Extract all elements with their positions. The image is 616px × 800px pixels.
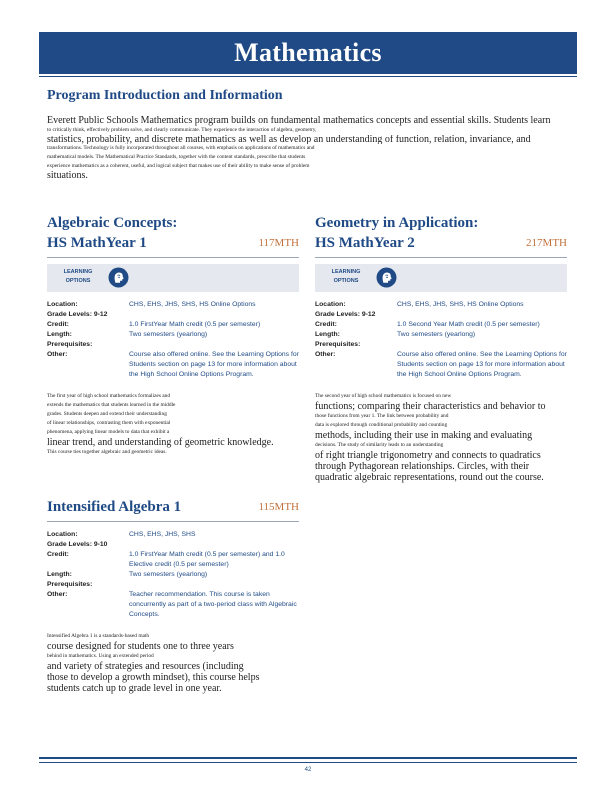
detail-value: Teacher recommendation. This course is taken concurrently as part of a two-period class with Algebraic Concepts. (129, 591, 297, 618)
course-int (47, 497, 299, 694)
text-line: decisions. The study of similarity leads to an understanding (315, 442, 444, 448)
detail-value: Two semesters (yearlong) (397, 331, 476, 338)
text-line: of linear relationships, contrasting them with exponential (47, 420, 171, 426)
text-line: through Pythagorean relationships. Circles, with their (315, 461, 530, 472)
course-code: 115MTH (258, 501, 299, 513)
course-category: Geometry in Application: (315, 215, 479, 231)
page-title: Mathematics (234, 38, 382, 67)
text-line: situations. (47, 171, 88, 181)
footer-rule (39, 757, 577, 759)
title-underline (39, 76, 577, 77)
page-title-banner (39, 32, 577, 74)
learning-options-bar (315, 264, 567, 292)
detail-row (315, 340, 567, 350)
course-description (47, 392, 299, 457)
detail-row (47, 310, 299, 320)
intro-heading: Program Introduction and Information (47, 88, 283, 103)
detail-value: CHS, EHS, JHS, SHS, HS Online Options (129, 301, 256, 308)
detail-label: Credit: (315, 321, 337, 328)
detail-label: Credit: (47, 321, 69, 328)
text-line: of right triangle trigonometry and connects to quadratics (315, 450, 541, 461)
text-line: students catch up to grade level in one year. (47, 683, 222, 694)
detail-row (47, 340, 299, 350)
course-details (47, 530, 299, 620)
detail-value (397, 340, 567, 350)
detail-value (129, 340, 299, 350)
course-title: HS MathYear 2 (315, 235, 415, 251)
page-number: 42 (304, 767, 312, 773)
text-line: Intensified Algebra 1 is a standards-based math (47, 633, 150, 639)
course-geo (315, 213, 567, 483)
detail-value: Two semesters (yearlong) (129, 331, 208, 338)
detail-row (47, 550, 299, 570)
text-line: behind in mathematics. Using an extended period (47, 653, 154, 659)
detail-value: Two semesters (yearlong) (129, 571, 208, 578)
detail-label: Location: (47, 531, 78, 538)
detail-value: CHS, EHS, JHS, SHS, HS Online Options (397, 301, 524, 308)
course-details (47, 300, 299, 380)
detail-label: Location: (315, 301, 346, 308)
detail-row (47, 580, 299, 590)
text-line: to critically think, effectively problem solve, and clearly communicate. They experience the interaction of algebra, geometry, (47, 126, 317, 133)
text-line: The first year of high school mathematics formalizes and (47, 393, 171, 399)
text-line: The second year of high school mathematics is focused on new (315, 393, 452, 399)
detail-value (129, 540, 299, 550)
text-line: This course ties together algebraic and geometric ideas. (47, 449, 167, 455)
detail-row (47, 320, 299, 330)
detail-value: Course also offered online. See the Learning Options for Students section on page 13 for more information about the High School Online Options Program. (397, 351, 567, 378)
course-title-row (315, 233, 567, 253)
detail-label: Length: (47, 331, 72, 338)
detail-row (47, 330, 299, 340)
course-details (315, 300, 567, 380)
text-line: experience mathematics as a coherent, useful, and logical subject that makes use of their ability to make sense of problem (47, 163, 310, 170)
text-line: transformations. Technology is fully incorporated throughout all courses, with emphasis on applications of mathematics and (47, 145, 315, 152)
detail-value: 1.0 FirstYear Math credit (0.5 per semester) (129, 321, 261, 328)
detail-label: Grade Levels: 9-10 (47, 541, 108, 548)
text-line: methods, including their use in making and evaluating (315, 430, 533, 441)
text-line: functions; comparing their characteristics and behavior to (315, 401, 546, 412)
detail-label: Other: (47, 591, 68, 598)
detail-row (315, 330, 567, 340)
course-title: HS MathYear 1 (47, 235, 147, 251)
text-line: course designed for students one to three years (47, 641, 234, 652)
divider (47, 521, 299, 522)
detail-row (315, 320, 567, 330)
course-category: Algebraic Concepts: (47, 215, 178, 231)
text-line: phenomena, applying linear models to data that exhibit a (47, 429, 170, 435)
learning-options-label: LEARNING OPTIONS (63, 269, 93, 284)
detail-value (129, 580, 299, 590)
head-profile-icon (376, 267, 397, 288)
course-title-row (47, 497, 299, 517)
detail-row (47, 530, 299, 540)
detail-row (47, 570, 299, 580)
detail-label: Location: (47, 301, 78, 308)
detail-row (47, 350, 299, 380)
detail-label: Other: (315, 351, 336, 358)
course-code: 217MTH (526, 237, 567, 249)
detail-label: Prerequisites: (47, 581, 93, 588)
detail-value: 1.0 Second Year Math credit (0.5 per semester) (397, 321, 540, 328)
text-line: and variety of strategies and resources (including (47, 661, 244, 672)
course-description (315, 392, 567, 483)
detail-label: Credit: (47, 551, 69, 558)
detail-row (315, 310, 567, 320)
head-profile-icon (108, 267, 129, 288)
divider (315, 257, 567, 258)
detail-label: Grade Levels: 9-12 (47, 311, 108, 318)
course-code: 117MTH (258, 237, 299, 249)
detail-label: Length: (315, 331, 340, 338)
learning-options-label: LEARNING OPTIONS (331, 269, 361, 284)
text-line: data is explored through conditional probability and counting (315, 422, 448, 428)
detail-label: Prerequisites: (315, 341, 361, 348)
course-description (47, 632, 299, 694)
text-line: extends the mathematics that students learned in the middle (47, 402, 176, 408)
detail-label: Length: (47, 571, 72, 578)
text-line: mathematical models. The Mathematical Practice Standards, together with the content standards, prescribe that students (47, 154, 306, 161)
detail-row (315, 350, 567, 380)
detail-row (47, 300, 299, 310)
text-line: statistics, probability, and discrete mathematics as well as develop an understanding of function, relation, invariance, and (47, 134, 531, 145)
detail-row (315, 300, 567, 310)
text-line: Everett Public Schools Mathematics program builds on fundamental mathematics concepts and essential skills. Students learn (47, 116, 551, 126)
text-line: those functions from year 1. The link between probability and (315, 413, 449, 419)
detail-value: 1.0 FirstYear Math credit (0.5 per semester) and 1.0 Elective credit (0.5 per semester) (129, 551, 285, 568)
detail-label: Other: (47, 351, 68, 358)
intro-paragraph (47, 116, 567, 181)
detail-value (397, 310, 567, 320)
detail-value (129, 310, 299, 320)
detail-label: Grade Levels: 9-12 (315, 311, 376, 318)
learning-options-bar (47, 264, 299, 292)
course-title-row (47, 233, 299, 253)
course-alg (47, 213, 299, 457)
footer-rule-thin (39, 762, 577, 763)
detail-value: Course also offered online. See the Learning Options for Students section on page 13 for more information about the High School Online Options Program. (129, 351, 299, 378)
text-line: those to develop a growth mindset), this course helps (47, 672, 260, 683)
course-title: Intensified Algebra 1 (47, 499, 182, 515)
text-line: quadratic algebraic representations, round out the course. (315, 472, 544, 483)
divider (47, 257, 299, 258)
text-line: grades. Students deepen and extend their understanding (47, 411, 167, 417)
detail-value: CHS, EHS, JHS, SHS (129, 531, 196, 538)
detail-row (47, 540, 299, 550)
detail-label: Prerequisites: (47, 341, 93, 348)
text-line: linear trend, and understanding of geometric knowledge. (47, 437, 274, 448)
detail-row (47, 590, 299, 620)
